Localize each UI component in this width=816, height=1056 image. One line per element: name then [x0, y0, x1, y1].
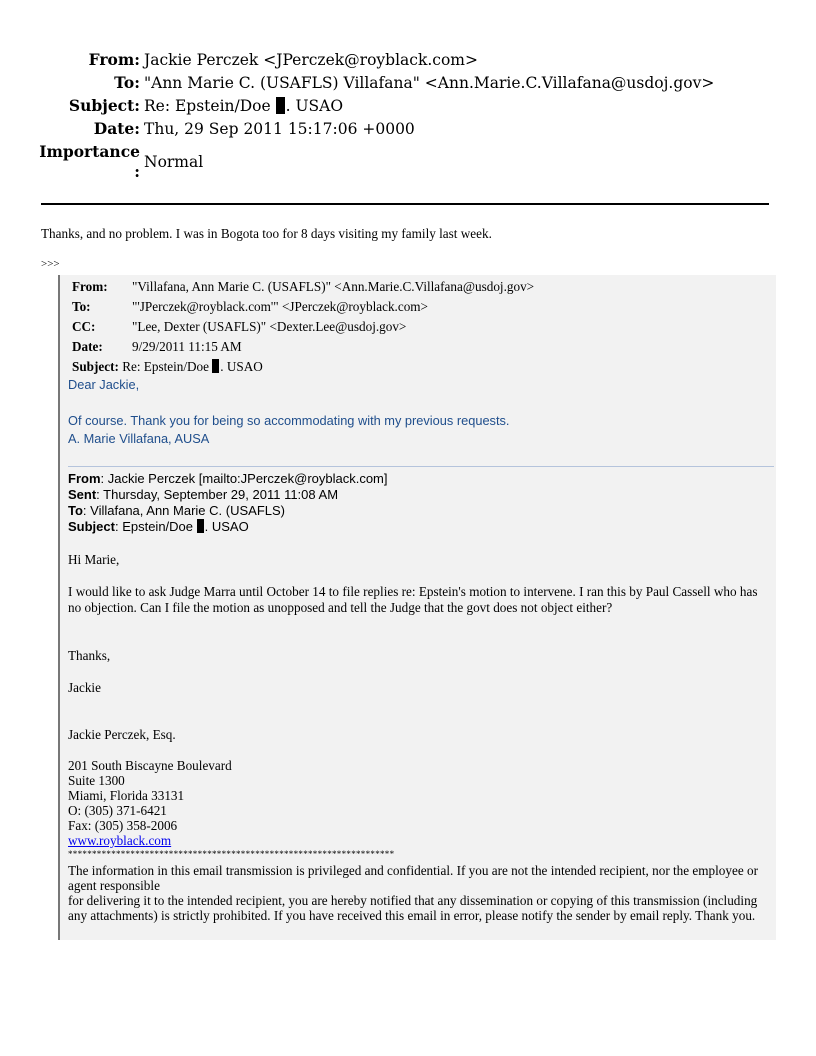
- quoted-message-text: Of course. Thank you for being so accommodating with my previous requests.: [68, 413, 510, 428]
- original-subject-suffix: . USAO: [204, 519, 249, 534]
- quoted-message: [58, 275, 776, 940]
- disclaimer-part-2: for delivering it to the intended recipient, you are hereby notified that any dissemination or copying of this transmission (including any attachments) is strictly prohibited. If you have received this email in error, please notify the sender by email reply. Thank you.: [68, 893, 758, 923]
- to-value: "Ann Marie C. (USAFLS) Villafana" <Ann.Marie.C.Villafana@usdoj.gov>: [144, 74, 715, 92]
- original-subject-prefix: : Epstein/Doe: [114, 519, 197, 534]
- quoted-date-label: Date:: [72, 339, 103, 354]
- fax-number: Fax: (305) 358-2006: [68, 818, 178, 833]
- quoted-subject-prefix: Re: Epstein/Doe: [122, 359, 213, 374]
- original-thanks: Thanks,: [68, 648, 111, 663]
- signature-name: Jackie Perczek, Esq.: [68, 727, 176, 742]
- from-value: Jackie Perczek <JPerczek@royblack.com>: [144, 51, 478, 69]
- quoted-date-value: 9/29/2011 11:15 AM: [132, 339, 242, 354]
- from-label: From:: [88, 50, 140, 69]
- header-divider: [41, 203, 769, 205]
- quoted-cc-label: CC:: [72, 319, 96, 334]
- quoted-cc-value: "Lee, Dexter (USAFLS)" <Dexter.Lee@usdoj.gov>: [132, 319, 407, 334]
- reply-body: Thanks, and no problem. I was in Bogota too for 8 days visiting my family last week.: [41, 226, 492, 241]
- original-from-row: [68, 471, 388, 486]
- importance-label-colon: :: [134, 162, 140, 181]
- quoted-subject-suffix: . USAO: [220, 359, 263, 374]
- original-to-row: [68, 503, 285, 518]
- address-line-3: Miami, Florida 33131: [68, 788, 185, 803]
- quoted-from-label: From:: [72, 279, 108, 294]
- importance-label-text: Importance: [39, 142, 140, 161]
- original-sent-label: Sent: [68, 487, 97, 502]
- original-subject-label: Subject: [68, 519, 115, 534]
- to-label: To:: [114, 73, 140, 92]
- original-name: Jackie: [68, 680, 101, 695]
- original-to-label: To: [68, 503, 83, 518]
- quoted-separator: [68, 466, 774, 467]
- address-line-1: 201 South Biscayne Boulevard: [68, 758, 232, 773]
- redaction-bar: [276, 97, 285, 114]
- quoted-subject-label: Subject:: [72, 359, 119, 374]
- original-from-label: From: [68, 471, 101, 486]
- original-greeting: Hi Marie,: [68, 552, 120, 567]
- header-importance-row: [0, 142, 816, 182]
- subject-value: [144, 96, 343, 116]
- quote-marker: >>>: [41, 258, 60, 270]
- importance-value: Normal: [144, 153, 204, 171]
- quoted-to-value: "'JPerczek@royblack.com'" <JPerczek@royblack.com>: [132, 299, 428, 314]
- website-link[interactable]: www.royblack.com: [68, 833, 172, 848]
- office-phone: O: (305) 371-6421: [68, 803, 167, 818]
- quoted-to-label: To:: [72, 299, 91, 314]
- original-from-value: : Jackie Perczek [mailto:JPerczek@royblack.com]: [100, 471, 388, 486]
- subject-suffix: . USAO: [285, 97, 344, 115]
- original-sent-value: : Thursday, September 29, 2011 11:08 AM: [96, 487, 339, 502]
- quoted-subject-row: [72, 359, 263, 375]
- quoted-signature: A. Marie Villafana, AUSA: [68, 431, 210, 446]
- subject-label: Subject:: [68, 96, 140, 115]
- original-paragraph: I would like to ask Judge Marra until October 14 to file replies re: Epstein's motion to intervene. I ran this by Paul Cassell who has no objection. Can I file the motion as unopposed and tell the Judge that the govt does not object either?: [68, 584, 758, 615]
- redaction-bar: [197, 519, 204, 533]
- redaction-bar: [212, 359, 219, 373]
- quoted-from-value: "Villafana, Ann Marie C. (USAFLS)" <Ann.Marie.C.Villafana@usdoj.gov>: [132, 279, 535, 294]
- original-subject-row: [68, 519, 249, 534]
- importance-label: [0, 142, 140, 182]
- disclaimer-part-1: The information in this email transmission is privileged and confidential. If you are not the intended recipient, nor the employee or agent responsible: [68, 863, 758, 893]
- original-to-value: : Villafana, Ann Marie C. (USAFLS): [82, 503, 285, 518]
- date-label: Date:: [93, 119, 140, 138]
- date-value: Thu, 29 Sep 2011 15:17:06 +0000: [144, 120, 415, 138]
- subject-prefix: Re: Epstein/Doe: [144, 97, 276, 115]
- address-line-2: Suite 1300: [68, 773, 125, 788]
- quoted-greeting: Dear Jackie,: [68, 377, 140, 392]
- disclaimer-separator: ********************************************************************: [68, 849, 395, 859]
- original-sent-row: [68, 487, 338, 502]
